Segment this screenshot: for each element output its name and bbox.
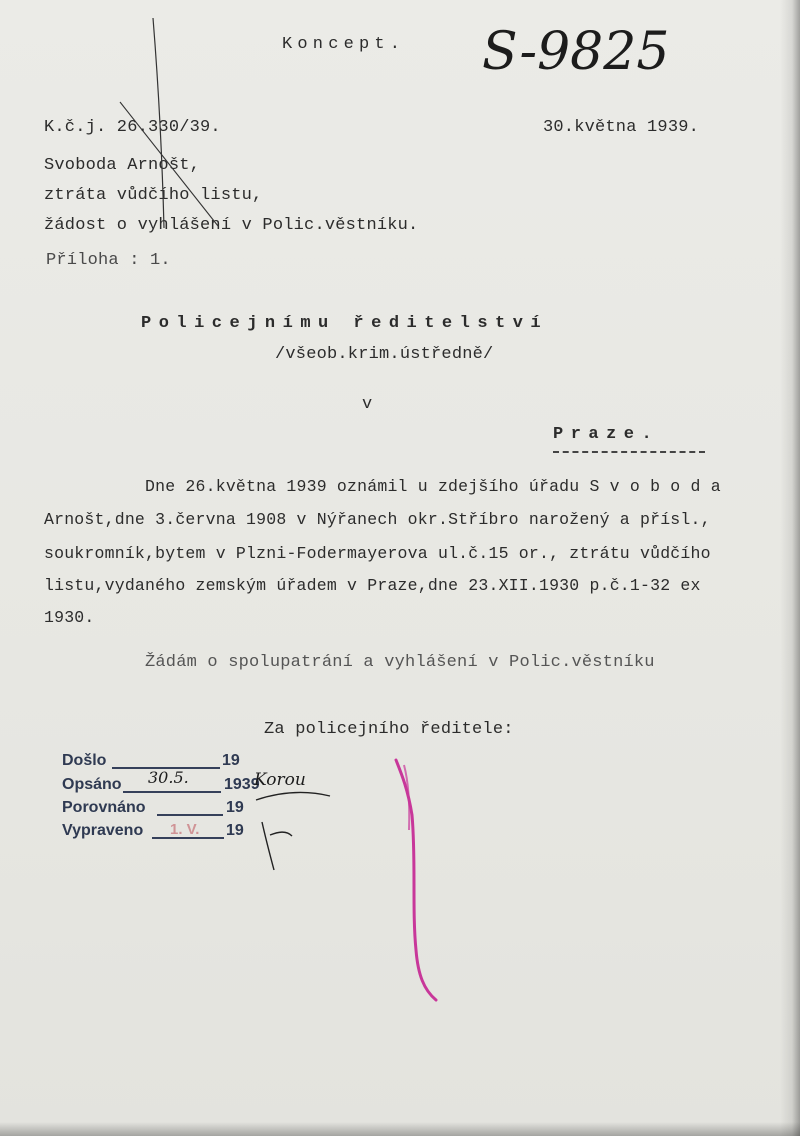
subject-name: Svoboda Arnošt, [44,156,201,175]
stamp-copied-year: 1939 [224,776,260,793]
stamp-compared-label: Porovnáno [62,799,146,816]
stamp-copied-date: 30.5. [148,768,189,787]
reference-number: K.č.j. 26.330/39. [44,118,221,137]
signature-flourish [256,793,330,800]
addressee-institution: Policejnímu ředitelství [141,314,549,333]
document-date: 30.května 1939. [543,118,700,137]
body-line-2: Arnošt,dne 3.června 1908 v Nýřanech okr.Stříbro narožený a přísl., [44,510,711,529]
stamp-dispatched-year: 19 [226,822,244,839]
stamp-copied-initials: Korou [254,770,306,790]
paper-edge-shadow [780,0,800,1136]
addressee-department: /všeob.krim.ústředně/ [275,345,494,364]
initials-scribble [262,822,292,870]
concept-label: Koncept. [282,35,406,54]
body-line-4: listu,vydaného zemským úřadem v Praze,dne 23.XII.1930 p.č.1-32 ex [44,576,701,595]
pen-stroke-vertical [153,18,164,228]
request-line: Žádám o spolupatrání a vyhlášení v Polic.věstníku [145,653,655,672]
pink-pencil-mark [396,760,436,1000]
stamp-received-year: 19 [222,752,240,769]
subject-matter: ztráta vůdčího listu, [44,186,263,205]
stamp-dispatched-label: Vypraveno [62,822,144,839]
stamp-compared-year: 19 [226,799,244,816]
stamp-received-label: Došlo [62,752,107,769]
pen-stroke-diagonal [120,102,218,226]
body-line-5: 1930. [44,608,95,627]
stamp-copied-label: Opsáno [62,776,122,793]
attachment-count: Příloha : 1. [46,251,171,270]
subject-request: žádost o vyhlášení v Polic.věstníku. [44,216,419,235]
body-line-1: Dne 26.května 1939 oznámil u zdejšího úřadu S v o b o d a [145,477,721,496]
addressee-city: Praze. [553,425,660,444]
stamp-dispatched-date: 1. V. [170,821,200,838]
body-line-3: soukromník,bytem v Plzni-Fodermayerova ul.č.15 or., ztrátu vůdčího [44,544,711,563]
addressee-preposition: v [362,395,373,414]
archive-number: S-9825 [482,22,670,82]
signature-label: Za policejního ředitele: [264,720,514,739]
paper-bottom-shadow [0,1122,800,1136]
